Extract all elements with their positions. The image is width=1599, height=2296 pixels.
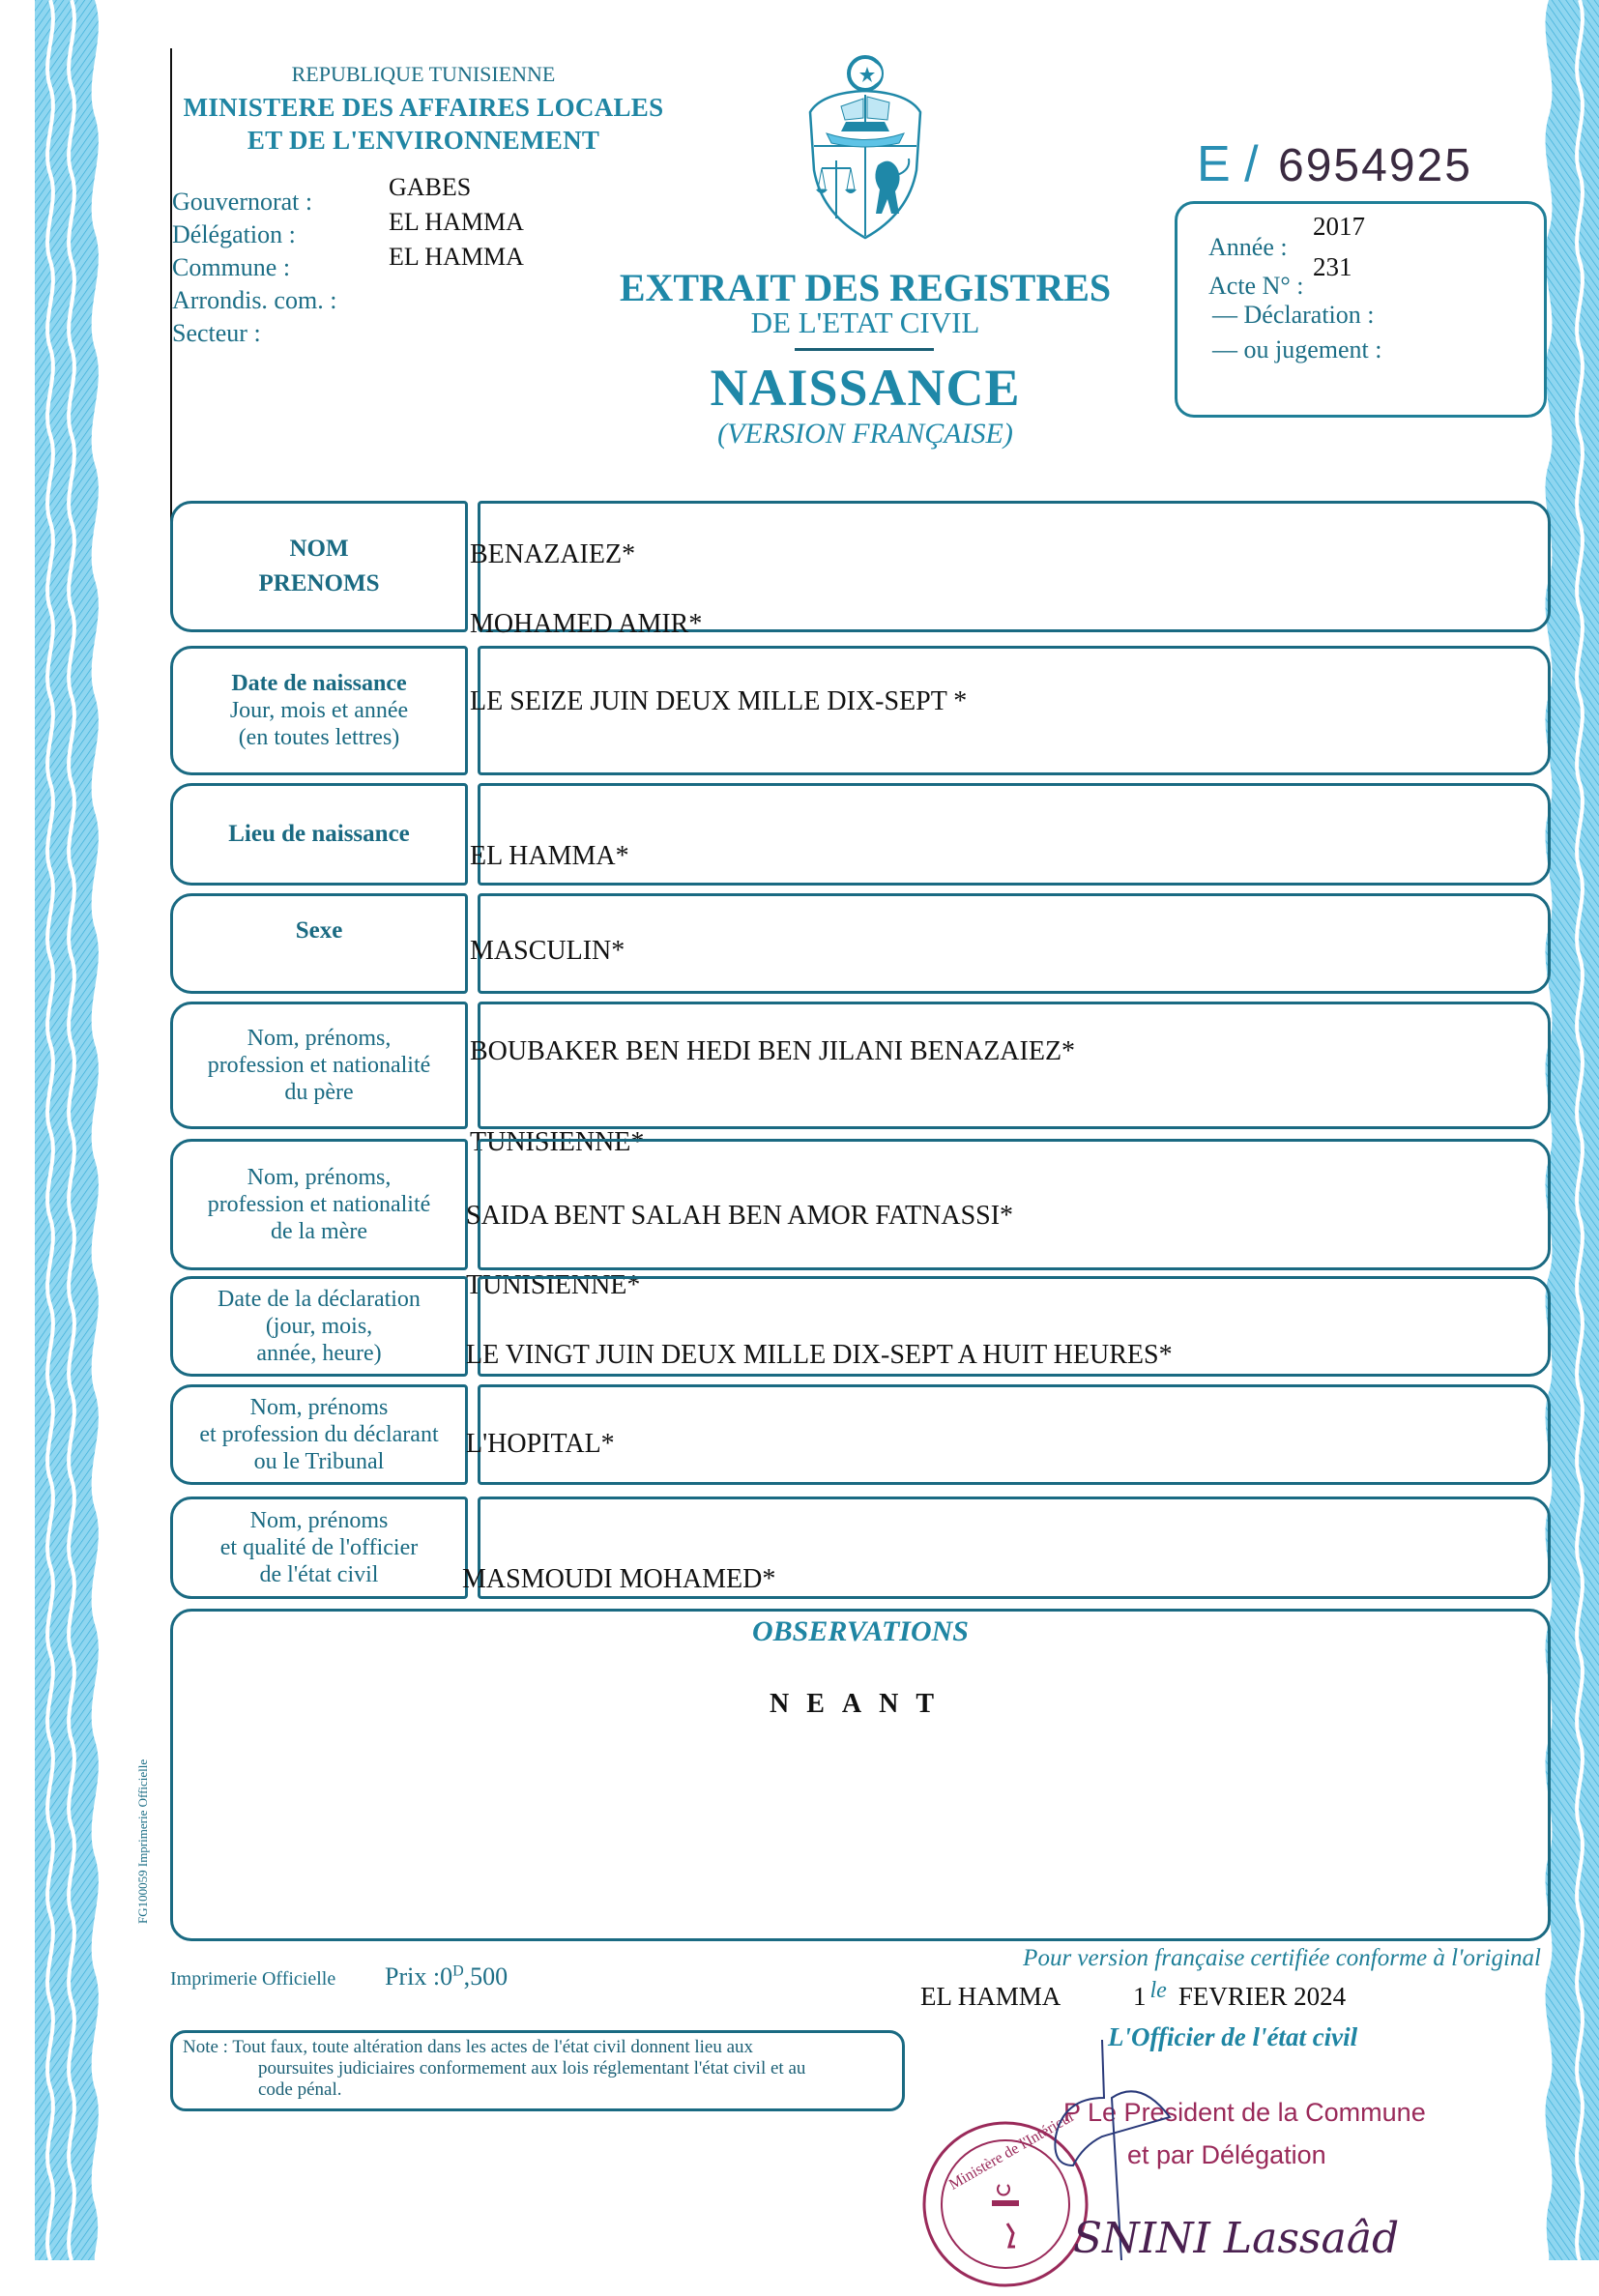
observations-title: OBSERVATIONS <box>752 1615 969 1647</box>
admin-labels <box>172 186 336 350</box>
label-line: Nom, prénoms, <box>247 1165 392 1190</box>
side-reference: FG100059 Imprimerie Officielle <box>135 1758 150 1924</box>
tunisia-coat-of-arms-icon <box>802 54 928 247</box>
row-pere <box>170 1002 1551 1157</box>
row-nom-prenoms <box>170 501 1551 639</box>
date-declaration-value: LE VINGT JUIN DEUX MILLE DIX-SEPT A HUIT HEURES* <box>466 1340 1173 1370</box>
ministere-line-2: ET DE L'ENVIRONNEMENT <box>247 126 600 155</box>
row-value-box <box>478 1384 1551 1485</box>
pere-name-value: BOUBAKER BEN HEDI BEN JILANI BENAZAIEZ* <box>470 1036 1076 1066</box>
issue-day-suffix: le <box>1149 1978 1167 2003</box>
label-line: Lieu de naissance <box>228 821 410 847</box>
observations-text: NEANT <box>769 1689 951 1719</box>
stamp-line-2: et par Délégation <box>1127 2140 1326 2169</box>
mere-name-value: SAIDA BENT SALAH BEN AMOR FATNASSI* <box>466 1201 1014 1231</box>
label-line: du père <box>284 1080 354 1105</box>
label-line: profession et nationalité <box>207 1192 431 1217</box>
secteur-label: Secteur : <box>172 319 261 347</box>
issue-day: 1 <box>1133 1982 1147 2011</box>
label-line: NOM <box>289 536 349 562</box>
title-divider <box>795 348 934 351</box>
acte-info-box <box>1175 201 1547 418</box>
officier-title: L'Officier de l'état civil <box>1108 2022 1358 2051</box>
lieu-naissance-value: EL HAMMA* <box>470 841 629 871</box>
declaration-label: — Déclaration : <box>1212 301 1375 329</box>
row-label <box>170 1276 468 1377</box>
label-line: Date de naissance <box>231 671 407 696</box>
row-label <box>170 1384 468 1485</box>
admin-values <box>389 170 524 275</box>
row-label <box>170 1497 468 1599</box>
label-line: Nom, prénoms, <box>247 1026 392 1051</box>
row-value-box <box>478 783 1551 886</box>
prenoms-value: MOHAMED AMIR* <box>470 609 703 639</box>
label-line: Nom, prénoms <box>249 1508 389 1533</box>
label-line: Sexe <box>295 917 343 944</box>
certification-text: Pour version française certifiée conforme à l'original <box>1023 1945 1541 1971</box>
price-value: ,500 <box>463 1962 509 1991</box>
row-lieu-naissance <box>170 783 1551 886</box>
acte-number-label: Acte N° : <box>1208 272 1304 300</box>
row-date-naissance <box>170 646 1551 775</box>
price-currency: D <box>452 1962 464 1980</box>
republique-heading: REPUBLIQUE TUNISIENNE <box>291 62 556 86</box>
serial-prefix: E / <box>1197 136 1259 192</box>
row-label <box>170 646 468 775</box>
document-title: EXTRAIT DES REGISTRES <box>619 266 1112 309</box>
serial-value: 6954925 <box>1278 140 1472 191</box>
arrondissement-label: Arrondis. com. : <box>172 286 337 314</box>
delegation-value: EL HAMMA <box>389 208 524 236</box>
label-line: et qualité de l'officier <box>219 1535 419 1560</box>
label-line: Nom, prénoms <box>249 1395 389 1420</box>
label-line: (jour, mois, <box>265 1314 373 1339</box>
document-subtitle: DE L'ETAT CIVIL <box>750 305 980 339</box>
label-line: Date de la déclaration <box>218 1287 421 1312</box>
ministere-heading <box>172 91 675 157</box>
issue-date <box>1133 1978 1347 2012</box>
annee-label: Année : <box>1208 233 1288 261</box>
document-type: NAISSANCE <box>710 359 1021 417</box>
mere-nationality-value: TUNISIENNE* <box>466 1270 641 1300</box>
label-line: de la mère <box>271 1219 367 1244</box>
row-label <box>170 783 468 886</box>
imprimerie-label: Imprimerie Officielle <box>170 1968 336 1990</box>
price-prefix: Prix :0 <box>385 1962 453 1991</box>
officier-value: MASMOUDI MOHAMED* <box>462 1564 776 1594</box>
price <box>385 1962 508 1991</box>
label-line: (en toutes lettres) <box>238 725 400 750</box>
note-line-2: poursuites judiciaires conformement aux lois réglementant l'état civil et au <box>258 2058 806 2078</box>
ministere-line-1: MINISTERE DES AFFAIRES LOCALES <box>183 93 664 122</box>
row-label <box>170 501 468 632</box>
jugement-label: — ou jugement : <box>1212 335 1382 363</box>
label-line: ou le Tribunal <box>253 1449 385 1474</box>
commune-label: Commune : <box>172 253 291 281</box>
signature-name: SNINI Lassaâd <box>1073 2214 1400 2263</box>
gouvernorat-label: Gouvernorat : <box>172 188 313 216</box>
issue-place: EL HAMMA <box>920 1982 1061 2011</box>
label-line: PRENOMS <box>258 570 380 596</box>
note-line-3: code pénal. <box>258 2079 342 2100</box>
pere-nationality-value: TUNISIENNE* <box>470 1127 645 1157</box>
annee-value: 2017 <box>1313 212 1365 241</box>
observations-box <box>170 1609 1551 1941</box>
row-label <box>170 1139 468 1270</box>
row-label <box>170 1002 468 1129</box>
row-officier <box>170 1497 1551 1599</box>
row-date-declaration <box>170 1276 1551 1377</box>
nom-value: BENAZAIEZ* <box>470 539 636 569</box>
label-line: année, heure) <box>256 1341 382 1366</box>
row-sexe <box>170 893 1551 994</box>
row-declarant <box>170 1384 1551 1485</box>
row-value-box <box>478 893 1551 994</box>
stamp-line-1: P Le President de la Commune <box>1063 2098 1426 2127</box>
label-line: de l'état civil <box>259 1562 379 1587</box>
row-label <box>170 893 468 994</box>
sexe-value: MASCULIN* <box>470 936 625 966</box>
label-line: Jour, mois et année <box>229 698 409 723</box>
decorative-left-border <box>35 0 102 2260</box>
declarant-value: L'HOPITAL* <box>466 1429 615 1459</box>
commune-value: EL HAMMA <box>389 243 524 271</box>
date-naissance-value: LE SEIZE JUIN DEUX MILLE DIX-SEPT * <box>470 686 968 716</box>
legal-note <box>170 2030 905 2111</box>
gouvernorat-value: GABES <box>389 173 472 201</box>
delegation-label: Délégation : <box>172 220 296 248</box>
note-line-1: Note : Tout faux, toute altération dans les actes de l'état civil donnent lieu aux <box>183 2037 754 2057</box>
document-version: (VERSION FRANÇAISE) <box>717 418 1013 450</box>
label-line: profession et nationalité <box>207 1053 431 1078</box>
serial-number <box>1197 135 1472 193</box>
svg-text:Ministère de l'Intérieur: Ministère de l'Intérieur <box>945 2107 1078 2194</box>
acte-number-value: 231 <box>1313 252 1352 281</box>
issue-month-year: FEVRIER 2024 <box>1177 1982 1347 2011</box>
label-line: et profession du déclarant <box>199 1422 439 1447</box>
